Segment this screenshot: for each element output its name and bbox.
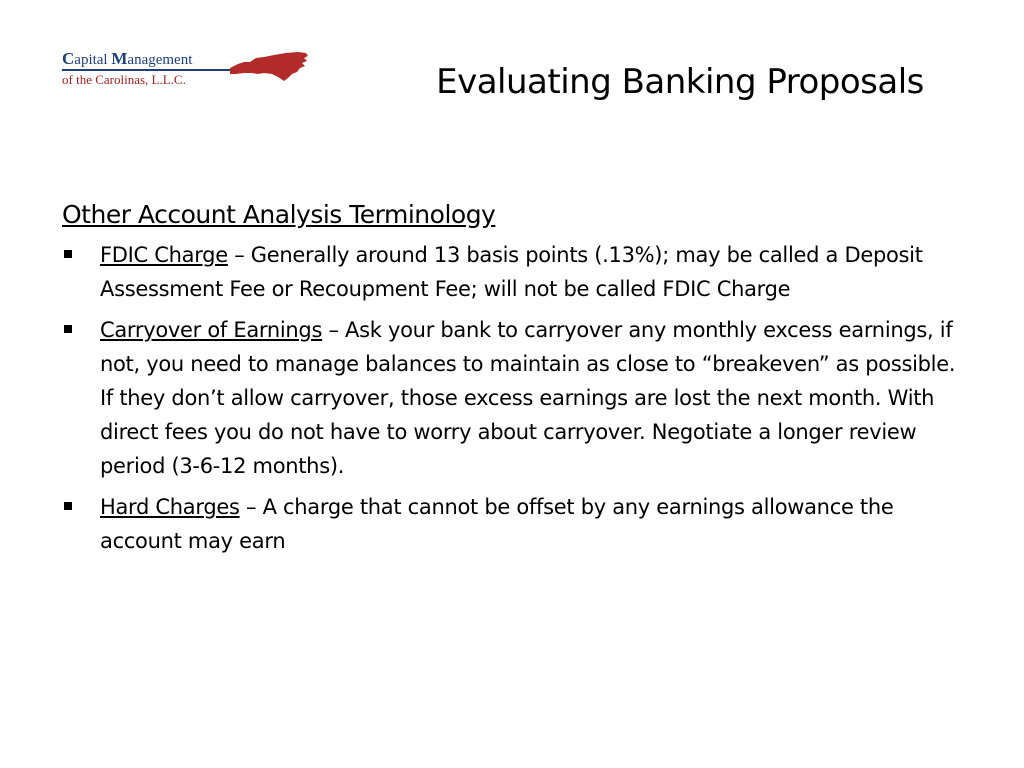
term-carryover-of-earnings: Carryover of Earnings	[100, 318, 323, 342]
square-bullet-icon	[64, 250, 72, 258]
term-fdic-charge: FDIC Charge	[100, 243, 228, 267]
bullet-item-hard-charges	[62, 490, 962, 558]
bullet-item-fdic-charge	[62, 238, 962, 306]
logo-initial-m: M	[111, 49, 128, 68]
term-hard-charges: Hard Charges	[100, 495, 240, 519]
definition-hard-charges: – A charge that cannot be offset by any earnings allowance the account may earn	[100, 495, 894, 553]
square-bullet-icon	[64, 325, 72, 333]
logo-word-anagement: anagement	[127, 52, 193, 68]
company-logo	[62, 50, 312, 90]
logo-initial-c: C	[62, 49, 75, 68]
bullet-item-carryover-of-earnings	[62, 313, 962, 483]
logo-subtitle: of the Carolinas, L.L.C.	[62, 72, 186, 87]
north-carolina-state-icon	[228, 50, 310, 84]
section-heading: Other Account Analysis Terminology	[62, 200, 496, 229]
definition-carryover-of-earnings: – Ask your bank to carryover any monthly excess earnings, if not, you need to manage balances to maintain as close to “breakeven” as possible. If they don’t allow carryover, those excess earnings are lost the next month. With direct fees you do not have to worry about carryover. Negotiate a longer review period (3-6-12 months).	[100, 318, 956, 478]
square-bullet-icon	[64, 502, 72, 510]
slide-title: Evaluating Banking Proposals	[436, 62, 924, 102]
logo-underline	[62, 69, 230, 71]
bullet-list	[62, 238, 962, 558]
slide-content	[62, 198, 962, 565]
definition-fdic-charge: – Generally around 13 basis points (.13%); may be called a Deposit Assessment Fee or Recoupment Fee; will not be called FDIC Charge	[100, 243, 923, 301]
logo-word-apital: apital	[74, 52, 112, 68]
logo-company-name	[62, 50, 192, 69]
